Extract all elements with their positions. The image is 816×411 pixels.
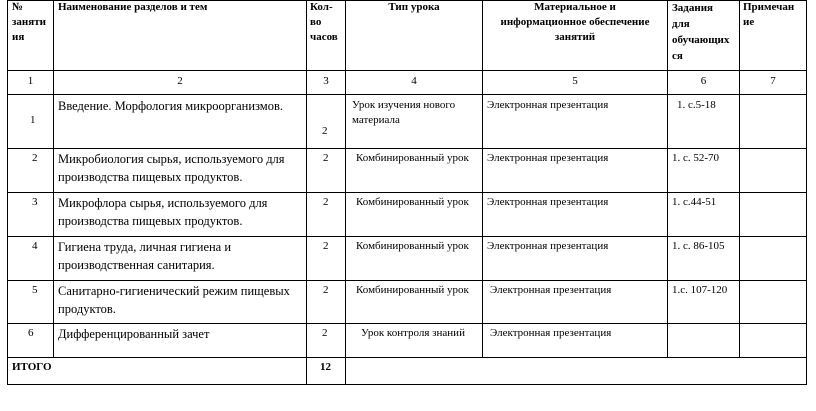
row-type: Комбинированный урок (356, 196, 469, 208)
col-number: 5 (572, 75, 578, 87)
row-material: Электронная презентация (490, 284, 612, 296)
row-title: Введение. Морфология микроорганизмов. (58, 99, 283, 113)
row-task: 1.с. 107-120 (672, 284, 728, 296)
row-material: Электронная презентация (487, 99, 609, 111)
row-type: Урок изучения нового материала (352, 99, 456, 126)
col-number: 4 (411, 75, 417, 87)
total-label: ИТОГО (12, 361, 52, 373)
col-number: 2 (177, 75, 183, 87)
col-number: 1 (27, 75, 34, 87)
row-title: Санитарно-гигиенический режим пищевых продуктов. (58, 284, 290, 316)
row-hours: 2 (322, 327, 328, 339)
row-title: Микрофлора сырья, используемого для производства пищевых продуктов. (58, 196, 268, 228)
row-task: 1. с.44-51 (672, 196, 717, 208)
row-hours: 2 (323, 152, 329, 164)
row-num: 4 (32, 240, 38, 252)
row-type: Комбинированный урок (356, 240, 469, 252)
row-task: 1. с. 86-105 (672, 240, 725, 252)
row-material: Электронная презентация (487, 152, 609, 164)
col-number: 6 (700, 75, 707, 87)
row-hours: 2 (323, 240, 329, 252)
row-hours: 2 (323, 196, 329, 208)
row-num: 1 (30, 114, 36, 126)
col-number: 7 (770, 75, 776, 87)
header-notes: Примечан ие (743, 1, 795, 28)
row-type: Урок контроля знаний (361, 327, 465, 339)
row-num: 3 (32, 196, 38, 208)
row-material: Электронная презентация (487, 196, 609, 208)
row-task: 1. с.5-18 (677, 99, 716, 111)
row-num: 2 (32, 152, 38, 164)
header-num: № заняти ия (12, 1, 46, 43)
header-title: Наименование разделов и тем (58, 1, 208, 13)
row-num: 5 (32, 284, 38, 296)
row-title: Микробиология сырья, используемого для производства пищевых продуктов. (58, 152, 285, 184)
row-material: Электронная презентация (487, 240, 609, 252)
col-number: 3 (323, 75, 329, 87)
row-num: 6 (28, 327, 34, 339)
header-tasks: Задания для обучающих ся (672, 2, 730, 62)
row-hours: 2 (322, 125, 328, 137)
row-title: Гигиена труда, личная гигиена и производственная санитария. (58, 240, 232, 272)
row-material: Электронная презентация (490, 327, 612, 339)
row-hours: 2 (323, 284, 329, 296)
header-hours: Кол- во часов (310, 1, 338, 43)
row-type: Комбинированный урок (356, 284, 469, 296)
header-type: Тип урока (388, 1, 440, 13)
row-task: 1. с. 52-70 (672, 152, 720, 164)
header-materials: Материальное и информационное обеспечение занятий (500, 1, 650, 43)
row-title: Дифференцированный зачет (58, 327, 210, 341)
total-hours: 12 (320, 361, 331, 373)
row-type: Комбинированный урок (356, 152, 469, 164)
